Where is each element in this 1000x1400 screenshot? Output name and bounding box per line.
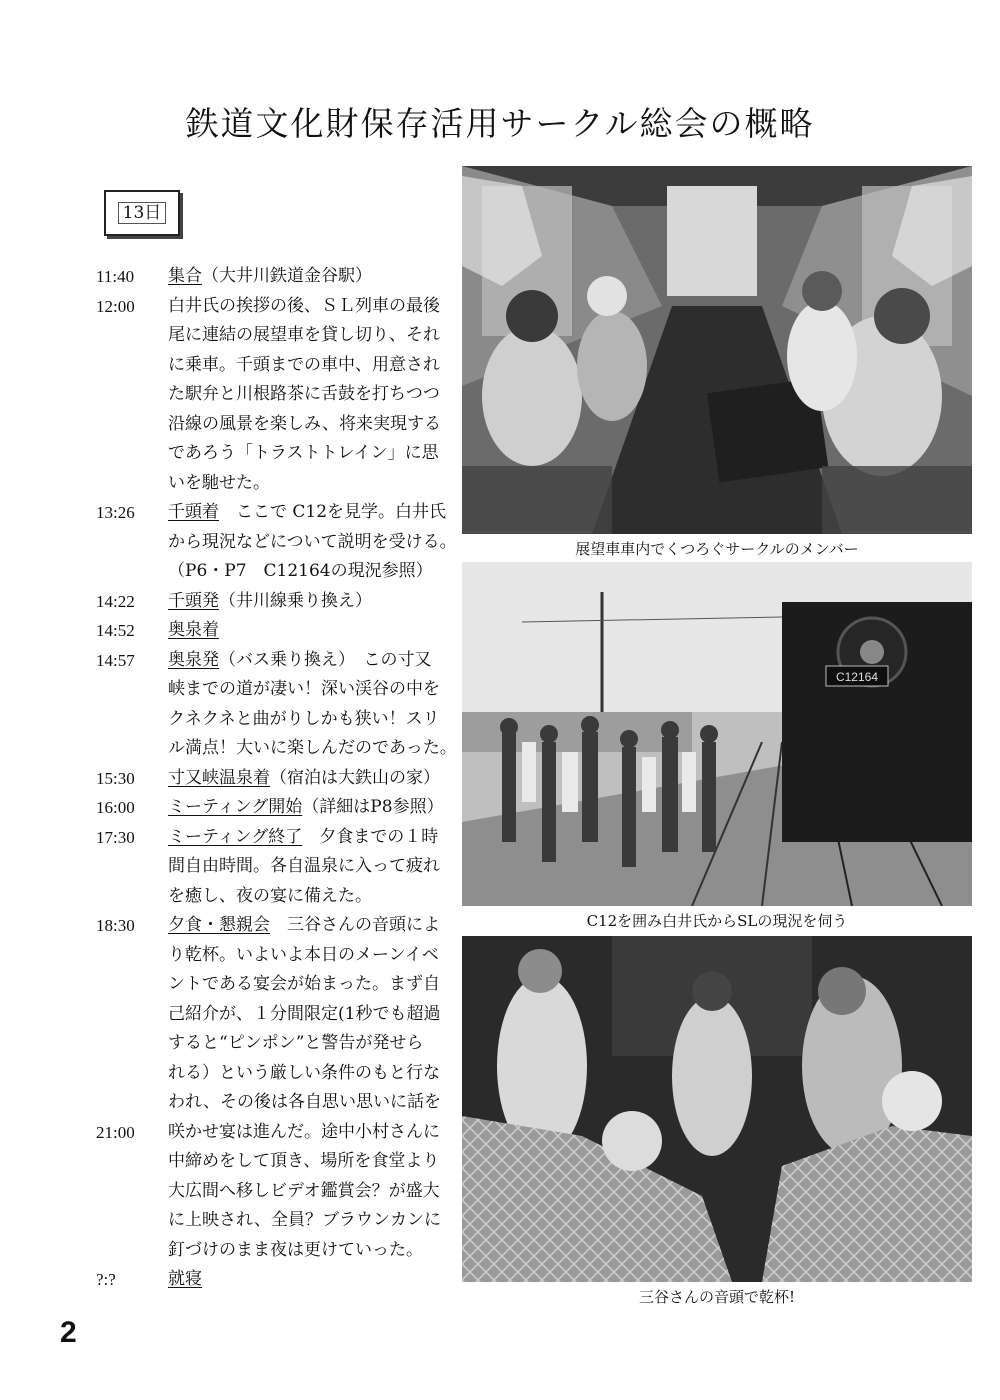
schedule-detail: 釘づけのまま夜は更けていった。 — [168, 1239, 423, 1260]
schedule-detail: （大井川鉄道金谷駅） — [202, 266, 372, 286]
schedule-text — [168, 1059, 440, 1089]
schedule-detail: を癒し、夜の宴に備えた。 — [168, 885, 372, 906]
schedule-time: 14:52 — [96, 621, 135, 640]
schedule-detail: われ、その後は各自思い思いに話を — [168, 1092, 442, 1112]
date-label: 13日 — [118, 202, 167, 224]
schedule-text — [168, 1177, 440, 1207]
schedule-entry — [96, 793, 466, 823]
schedule-time: 18:30 — [96, 916, 135, 935]
toast-illustration — [462, 936, 972, 1282]
photo-toast — [462, 936, 972, 1282]
schedule-detail: （宿泊は大鉄山の家） — [270, 767, 440, 788]
schedule-time: 21:00 — [96, 1122, 135, 1142]
photo-caption-1: 展望車車内でくつろぐサークルのメンバー — [575, 540, 859, 558]
schedule-text — [168, 351, 440, 381]
schedule-line — [96, 321, 466, 351]
schedule-event: 千頭発 — [168, 590, 219, 611]
schedule-event: 寸又峡温泉着 — [168, 767, 270, 788]
schedule-line — [96, 1236, 466, 1266]
schedule-line — [96, 587, 466, 617]
schedule-line — [96, 557, 466, 587]
schedule-text — [168, 675, 440, 705]
schedule-time: 14:57 — [96, 650, 135, 670]
schedule-line — [96, 911, 466, 941]
schedule-line — [96, 1029, 466, 1059]
schedule-event: ミーティング終了 — [168, 826, 303, 847]
schedule-time: 15:30 — [96, 768, 135, 788]
schedule-line — [96, 410, 466, 440]
schedule-line — [96, 1118, 466, 1148]
schedule-line — [96, 292, 466, 322]
schedule-line — [96, 1000, 466, 1030]
schedule-entry — [96, 616, 466, 646]
schedule-detail: 咲かせ宴は進んだ。途中小村さんに — [168, 1121, 440, 1142]
schedule-detail: た駅弁と川根路茶に舌鼓を打ちつつ — [168, 384, 440, 404]
schedule-line — [96, 882, 466, 912]
schedule-time: ?:? — [96, 1270, 116, 1289]
schedule-detail: に乗車。千頭までの車中、用意され — [168, 354, 440, 375]
schedule-text — [168, 616, 219, 646]
schedule-text — [168, 1088, 441, 1118]
schedule-text — [168, 557, 433, 587]
schedule-entry — [96, 262, 466, 292]
schedule-text — [168, 587, 372, 617]
schedule-detail: （井川線乗り換え） — [219, 590, 372, 611]
schedule-entry — [96, 587, 466, 617]
schedule-detail: 中締めをして頂き、場所を食堂より — [168, 1151, 440, 1171]
schedule-text — [168, 1029, 423, 1059]
schedule-event: 夕食・懇親会 — [168, 915, 270, 935]
schedule-detail: いを馳せた。 — [168, 472, 270, 493]
schedule-line — [96, 1265, 466, 1295]
schedule-detail: 三谷さんの音頭によ — [270, 915, 440, 935]
schedule-line — [96, 498, 466, 528]
schedule-entry — [96, 498, 466, 587]
photo-caption-2: C12を囲み白井氏からSLの現況を伺う — [586, 912, 848, 930]
schedule-line — [96, 764, 466, 794]
schedule-time: 16:00 — [96, 798, 135, 817]
schedule-detail: れる）という厳しい条件のもと行な — [168, 1062, 440, 1083]
schedule-line — [96, 1177, 466, 1207]
schedule-line — [96, 1059, 466, 1089]
schedule-detail: 白井氏の挨拶の後、ＳＬ列車の最後 — [168, 295, 440, 316]
schedule-event: 奥泉発 — [168, 649, 219, 670]
photo-observation-car — [462, 166, 972, 534]
schedule-line — [96, 1206, 466, 1236]
schedule-line — [96, 970, 466, 1000]
schedule-line — [96, 941, 466, 971]
locomotive-illustration — [462, 562, 972, 906]
schedule-event: 集合 — [168, 266, 202, 286]
schedule-line — [96, 528, 466, 558]
schedule-time: 13:26 — [96, 503, 135, 522]
schedule-line — [96, 646, 466, 676]
schedule-detail: すると“ピンポン”と警告が発せら — [168, 1033, 424, 1053]
schedule-detail: ル満点！大いに楽しんだのであった。 — [168, 738, 457, 758]
schedule-text — [168, 439, 439, 469]
schedule-detail: ここで C12を見学。白井氏 — [219, 502, 447, 522]
schedule-line — [96, 439, 466, 469]
schedule-time: 12:00 — [96, 296, 135, 316]
schedule-line — [96, 469, 466, 499]
schedule-text — [168, 528, 457, 558]
schedule-time: 11:40 — [96, 267, 135, 286]
schedule-text — [168, 1118, 440, 1148]
schedule-text — [168, 1265, 202, 1295]
schedule-entry — [96, 764, 466, 794]
schedule-detail: から現況などについて説明を受ける。 — [168, 531, 457, 552]
schedule-detail: （バス乗り換え） この寸又 — [219, 649, 432, 670]
schedule-time: 14:22 — [96, 591, 135, 611]
photo-caption-3: 三谷さんの音頭で乾杯! — [638, 1288, 796, 1306]
locomotive-number-plate: C12164 — [835, 670, 879, 684]
schedule-line — [96, 823, 466, 853]
schedule-detail: 沿線の風景を楽しみ、将来実現する — [168, 413, 442, 434]
schedule-event: 就寝 — [168, 1269, 202, 1289]
photo-c12-locomotive — [462, 562, 972, 906]
schedule-line — [96, 705, 466, 735]
observation-car-illustration — [462, 166, 972, 534]
schedule-text — [168, 970, 440, 1000]
schedule-text — [168, 764, 440, 794]
schedule-line — [96, 351, 466, 381]
schedule-text — [168, 262, 372, 292]
schedule-detail: ントである宴会が始まった。まず自 — [168, 974, 440, 994]
schedule-text — [168, 498, 446, 528]
schedule-line — [96, 675, 466, 705]
schedule-line — [96, 1147, 466, 1177]
schedule-text — [168, 823, 438, 853]
date-label-box — [104, 190, 180, 236]
schedule-line — [96, 262, 466, 292]
schedule-detail: （詳細はP8参照） — [302, 797, 444, 817]
schedule-detail: 峡までの道が凄い！深い渓谷の中を — [168, 679, 440, 699]
schedule-detail: （P6・P7 C12164の現況参照） — [168, 561, 433, 581]
schedule-detail: に上映され、全員？ブラウンカンに — [168, 1210, 442, 1230]
schedule-text — [168, 882, 372, 912]
schedule-line — [96, 852, 466, 882]
schedule-entry — [96, 292, 466, 499]
schedule-detail: 尾に連結の展望車を貸し切り、それ — [168, 325, 440, 345]
schedule-text — [168, 1236, 423, 1266]
schedule-line — [96, 616, 466, 646]
schedule-entry — [96, 1118, 466, 1266]
schedule-list — [96, 262, 466, 1295]
schedule-text — [168, 1000, 440, 1030]
schedule-detail: り乾杯。いよいよ本日のメーンイベ — [168, 944, 439, 965]
schedule-text — [168, 941, 439, 971]
schedule-detail: 間自由時間。各自温泉に入って疲れ — [168, 856, 440, 876]
schedule-line — [96, 734, 466, 764]
page-number: 2 — [60, 1316, 77, 1349]
schedule-text — [168, 1147, 439, 1177]
schedule-text — [168, 410, 441, 440]
schedule-text — [168, 793, 444, 823]
schedule-event: ミーティング開始 — [168, 797, 303, 817]
schedule-line — [96, 380, 466, 410]
schedule-event: 千頭着 — [168, 502, 219, 522]
schedule-line — [96, 1088, 466, 1118]
schedule-entry — [96, 1265, 466, 1295]
schedule-text — [168, 646, 432, 676]
schedule-event: 奥泉着 — [168, 620, 219, 640]
schedule-detail: 己紹介が、１分間限定(1秒でも超過 — [168, 1003, 441, 1024]
schedule-text — [168, 292, 440, 322]
schedule-detail: 夕食までの１時 — [302, 826, 439, 847]
schedule-detail: であろう「トラストトレイン」に思 — [168, 443, 439, 463]
schedule-text — [168, 734, 457, 764]
schedule-text — [168, 469, 270, 499]
schedule-entry — [96, 911, 466, 1118]
schedule-text — [168, 705, 440, 735]
schedule-text — [168, 911, 440, 941]
schedule-entry — [96, 823, 466, 912]
schedule-detail: 大広間へ移しビデオ鑑賞会？が盛大 — [168, 1180, 440, 1201]
schedule-detail: クネクネと曲がりしかも狭い！スリ — [168, 708, 440, 729]
schedule-time: 17:30 — [96, 827, 135, 847]
schedule-line — [96, 793, 466, 823]
schedule-entry — [96, 646, 466, 764]
page-title: 鉄道文化財保存活用サークル総会の概略 — [185, 104, 815, 143]
schedule-text — [168, 380, 440, 410]
schedule-text — [168, 1206, 441, 1236]
schedule-text — [168, 321, 440, 351]
schedule-text — [168, 852, 440, 882]
